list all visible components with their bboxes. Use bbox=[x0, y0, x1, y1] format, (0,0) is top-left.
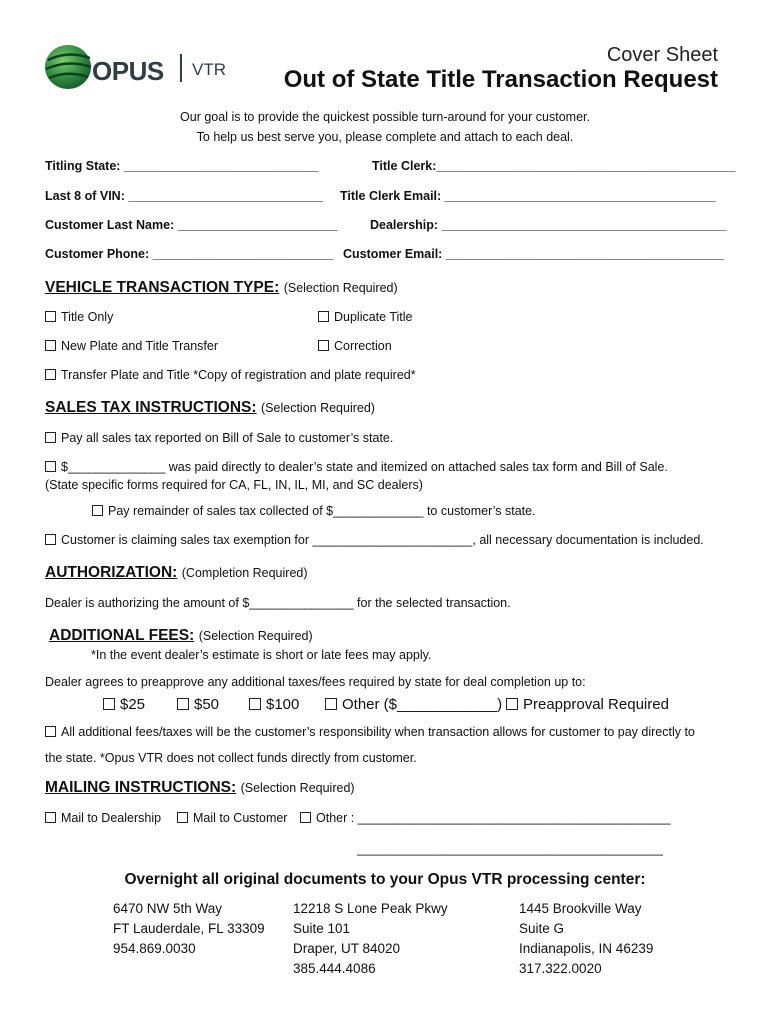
checkbox-fee-25[interactable]: $25 bbox=[103, 696, 145, 713]
title-clerk-email-field[interactable]: Title Clerk Email: _______________________________________ bbox=[340, 189, 716, 203]
checkbox-preapproval-required[interactable]: Preapproval Required bbox=[506, 696, 669, 713]
checkbox-new-plate[interactable]: New Plate and Title Transfer bbox=[45, 339, 218, 353]
authorization-section-heading: AUTHORIZATION: (Completion Required) bbox=[45, 564, 308, 581]
title-clerk-field[interactable]: Title Clerk:___________________________________________ bbox=[372, 159, 736, 173]
checkbox-icon[interactable] bbox=[318, 311, 329, 322]
logo-sub: VTR bbox=[192, 60, 226, 79]
mail-other-line-2[interactable]: ____________________________________________ bbox=[357, 842, 663, 856]
checkbox-duplicate-title[interactable]: Duplicate Title bbox=[318, 310, 413, 324]
checkbox-fee-other[interactable]: Other ($____________) bbox=[325, 696, 502, 713]
checkbox-fee-50[interactable]: $50 bbox=[177, 696, 219, 713]
checkbox-icon[interactable] bbox=[318, 340, 329, 351]
address-indianapolis: 1445 Brookville Way Suite G Indianapolis, IN 46239 317.322.0020 bbox=[519, 901, 654, 976]
checkbox-icon[interactable] bbox=[249, 698, 261, 710]
globe-icon bbox=[44, 44, 94, 90]
checkbox-mail-dealership[interactable]: Mail to Dealership bbox=[45, 811, 161, 825]
dealership-field[interactable]: Dealership: _________________________________________ bbox=[370, 218, 727, 232]
checkbox-icon[interactable] bbox=[45, 534, 56, 545]
titling-state-field[interactable]: Titling State: ____________________________ bbox=[45, 159, 319, 173]
checkbox-customer-responsibility[interactable]: All additional fees/taxes will be the customer’s responsibility when transaction allows for customer to pay directly to bbox=[45, 725, 695, 739]
checkbox-icon[interactable] bbox=[45, 461, 56, 472]
checkbox-mail-other[interactable]: Other : _____________________________________________ bbox=[300, 811, 671, 825]
logo-text: OPUS bbox=[92, 56, 164, 86]
customer-last-name-field[interactable]: Customer Last Name: _______________________ bbox=[45, 218, 338, 232]
checkbox-icon[interactable] bbox=[506, 698, 518, 710]
checkbox-icon[interactable] bbox=[325, 698, 337, 710]
checkbox-title-only[interactable]: Title Only bbox=[45, 310, 113, 324]
sales-tax-section-heading: SALES TAX INSTRUCTIONS: (Selection Required) bbox=[45, 399, 375, 416]
last-vin-field[interactable]: Last 8 of VIN: ____________________________ bbox=[45, 189, 323, 203]
address-fort-lauderdale: 6470 NW 5th Way FT Lauderdale, FL 33309 954.869.0030 bbox=[113, 901, 265, 956]
checkbox-paid-dealer-state[interactable]: $______________ was paid directly to dealer’s state and itemized on attached sales tax form and Bill of Sale. bbox=[45, 460, 668, 474]
checkbox-correction[interactable]: Correction bbox=[318, 339, 392, 353]
checkbox-fee-100[interactable]: $100 bbox=[249, 696, 299, 713]
checkbox-icon[interactable] bbox=[45, 812, 56, 823]
checkbox-pay-all-tax[interactable]: Pay all sales tax reported on Bill of Sale to customer’s state. bbox=[45, 431, 393, 445]
cover-sheet-label: Cover Sheet bbox=[606, 44, 718, 66]
intro-line-2: To help us best serve you, please complete and attach to each deal. bbox=[196, 130, 574, 144]
checkbox-icon[interactable] bbox=[177, 812, 188, 823]
customer-email-field[interactable]: Customer Email: ________________________________________ bbox=[343, 247, 724, 261]
checkbox-icon[interactable] bbox=[45, 432, 56, 443]
checkbox-icon[interactable] bbox=[45, 311, 56, 322]
checkbox-icon[interactable] bbox=[45, 726, 56, 737]
customer-phone-field[interactable]: Customer Phone: __________________________ bbox=[45, 247, 334, 261]
mailing-section-heading: MAILING INSTRUCTIONS: (Selection Required) bbox=[45, 779, 355, 796]
authorization-amount-field[interactable]: Dealer is authorizing the amount of $_______________ for the selected transaction. bbox=[45, 596, 511, 610]
checkbox-transfer-plate[interactable]: Transfer Plate and Title *Copy of registration and plate required* bbox=[45, 368, 416, 382]
checkbox-tax-exemption[interactable]: Customer is claiming sales tax exemption for _______________________, all necessary documentation is included. bbox=[45, 533, 704, 547]
checkbox-mail-customer[interactable]: Mail to Customer bbox=[177, 811, 287, 825]
vehicle-section-heading: VEHICLE TRANSACTION TYPE: (Selection Required) bbox=[45, 279, 398, 296]
checkbox-icon[interactable] bbox=[177, 698, 189, 710]
checkbox-icon[interactable] bbox=[45, 369, 56, 380]
fees-section-heading: ADDITIONAL FEES: (Selection Required) bbox=[49, 627, 313, 644]
state-forms-note: (State specific forms required for CA, FL, IN, IL, MI, and SC dealers) bbox=[45, 478, 423, 492]
checkbox-icon[interactable] bbox=[45, 340, 56, 351]
address-draper: 12218 S Lone Peak Pkwy Suite 101 Draper, UT 84020 385.444.4086 bbox=[293, 901, 448, 976]
intro-line-1: Our goal is to provide the quickest possible turn-around for your customer. bbox=[180, 110, 590, 124]
checkbox-pay-remainder[interactable]: Pay remainder of sales tax collected of $_____________ to customer’s state. bbox=[92, 504, 536, 518]
checkbox-icon[interactable] bbox=[103, 698, 115, 710]
footer-heading: Overnight all original documents to your Opus VTR processing center: bbox=[124, 871, 646, 888]
logo-divider bbox=[180, 54, 182, 82]
fees-estimate-note: *In the event dealer’s estimate is short or late fees may apply. bbox=[91, 648, 432, 662]
page-title: Out of State Title Transaction Request bbox=[283, 66, 718, 93]
checkbox-icon[interactable] bbox=[92, 505, 103, 516]
checkbox-icon[interactable] bbox=[300, 812, 311, 823]
fees-responsibility-line-2: the state. *Opus VTR does not collect funds directly from customer. bbox=[45, 751, 417, 765]
fees-agree-text: Dealer agrees to preapprove any additional taxes/fees required by state for deal completion up to: bbox=[45, 675, 586, 689]
